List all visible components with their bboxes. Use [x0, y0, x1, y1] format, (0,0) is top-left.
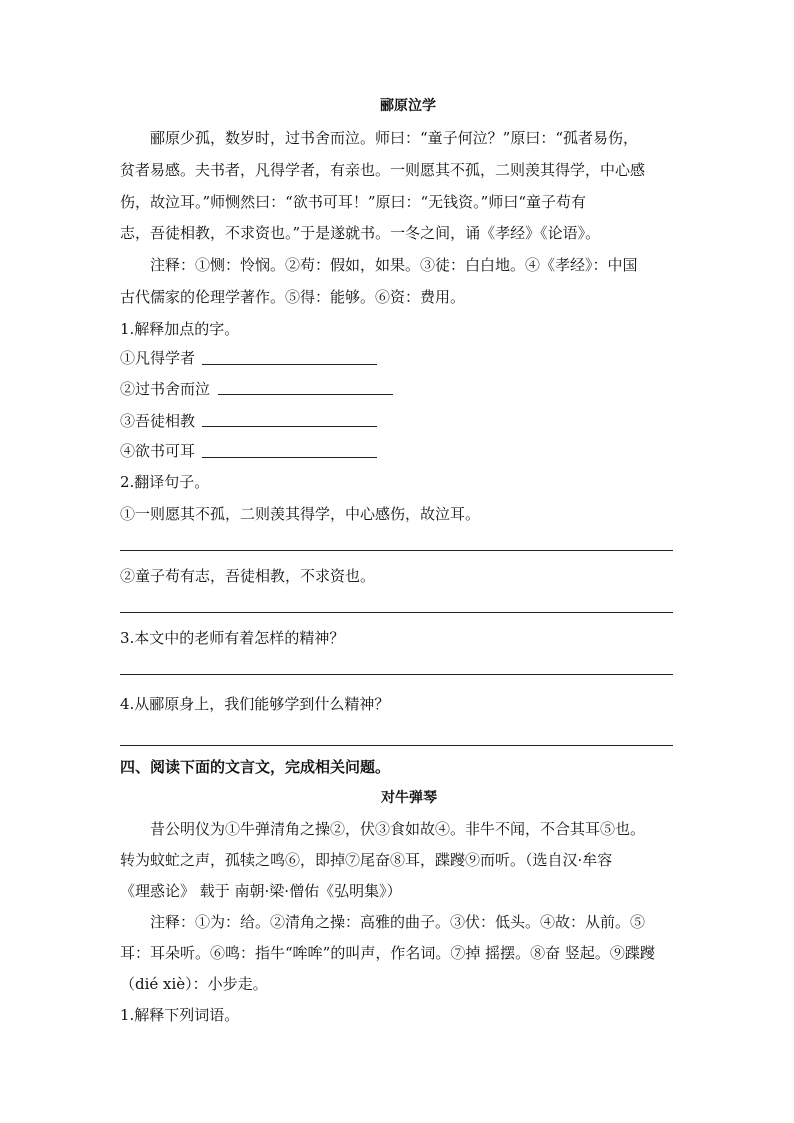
- passage2-note: 注释：①为：给。②清角之操：高雅的曲子。③伏：低头。④故：从前。⑤: [150, 913, 646, 931]
- passage1-line: 志，吾徒相教，不求资也。”于是遂就书。一冬之间，诵《孝经》《论语》。: [120, 224, 601, 242]
- question-2: 2.翻译句子。: [120, 473, 210, 491]
- section4-question-1: 1.解释下列词语。: [120, 1006, 240, 1024]
- question-1: 1.解释加点的字。: [120, 320, 240, 338]
- answer-line[interactable]: [120, 674, 673, 675]
- q1-item: ②过书舍而泣: [120, 380, 211, 398]
- answer-line[interactable]: [202, 426, 377, 427]
- passage1-note: 古代儒家的伦理学著作。⑤得：能够。⑥资：费用。: [120, 288, 466, 306]
- answer-line[interactable]: [120, 550, 673, 551]
- answer-line[interactable]: [202, 364, 377, 365]
- question-4: 4.从郦原身上，我们能够学到什么精神？: [120, 695, 390, 713]
- answer-line[interactable]: [120, 745, 673, 746]
- passage1-note: 注释：①恻：怜悯。②苟：假如，如果。③徒：白白地。④《孝经》：中国: [150, 256, 638, 274]
- q1-item: ③吾徒相教: [120, 412, 196, 430]
- q1-item: ①凡得学者: [120, 349, 196, 367]
- section4-heading: 四、阅读下面的文言文，完成相关问题。: [120, 758, 391, 776]
- passage2-line: 《理惑论》 载于 南朝·梁·僧佑《弘明集》）: [120, 882, 402, 900]
- passage2-line: 昔公明仪为①牛弹清角之操②，伏③食如故④。非牛不闻，不合其耳⑤也。: [150, 820, 646, 838]
- passage1-line: 贫者易感。夫书者，凡得学者，有亲也。一则愿其不孤，二则羡其得学，中心感: [120, 161, 646, 179]
- passage1-line: 伤，故泣耳。”师恻然曰：“欲书可耳！”原曰：“无钱资。”师曰“童子苟有: [120, 193, 587, 211]
- passage2-note: 耳：耳朵听。⑥鸣：指牛“哞哞”的叫声，作名词。⑦掉 摇摆。⑧奋 竖起。⑨蹀躞: [120, 944, 655, 962]
- answer-line[interactable]: [120, 612, 673, 613]
- passage1-title: 郦原泣学: [380, 98, 436, 114]
- passage2-note: （dié xiè）：小步走。: [120, 975, 268, 993]
- q2-item: ②童子苟有志，吾徒相教，不求资也。: [120, 567, 376, 585]
- passage2-line: 转为蚊虻之声，孤犊之鸣⑥，即掉⑦尾奋⑧耳，蹀躞⑨而听。（选自汉·牟容: [120, 851, 613, 869]
- question-3: 3.本文中的老师有着怎样的精神？: [120, 629, 345, 647]
- passage1-line: 郦原少孤，数岁时，过书舍而泣。师曰：“童子何泣？”原曰：“孤者易伤，: [150, 129, 639, 147]
- answer-line[interactable]: [218, 394, 393, 395]
- answer-line[interactable]: [202, 457, 377, 458]
- section4-title: 对牛弹琴: [381, 790, 437, 806]
- q1-item: ④欲书可耳: [120, 442, 196, 460]
- q2-item: ①一则愿其不孤，二则羡其得学，中心感伤，故泣耳。: [120, 505, 481, 523]
